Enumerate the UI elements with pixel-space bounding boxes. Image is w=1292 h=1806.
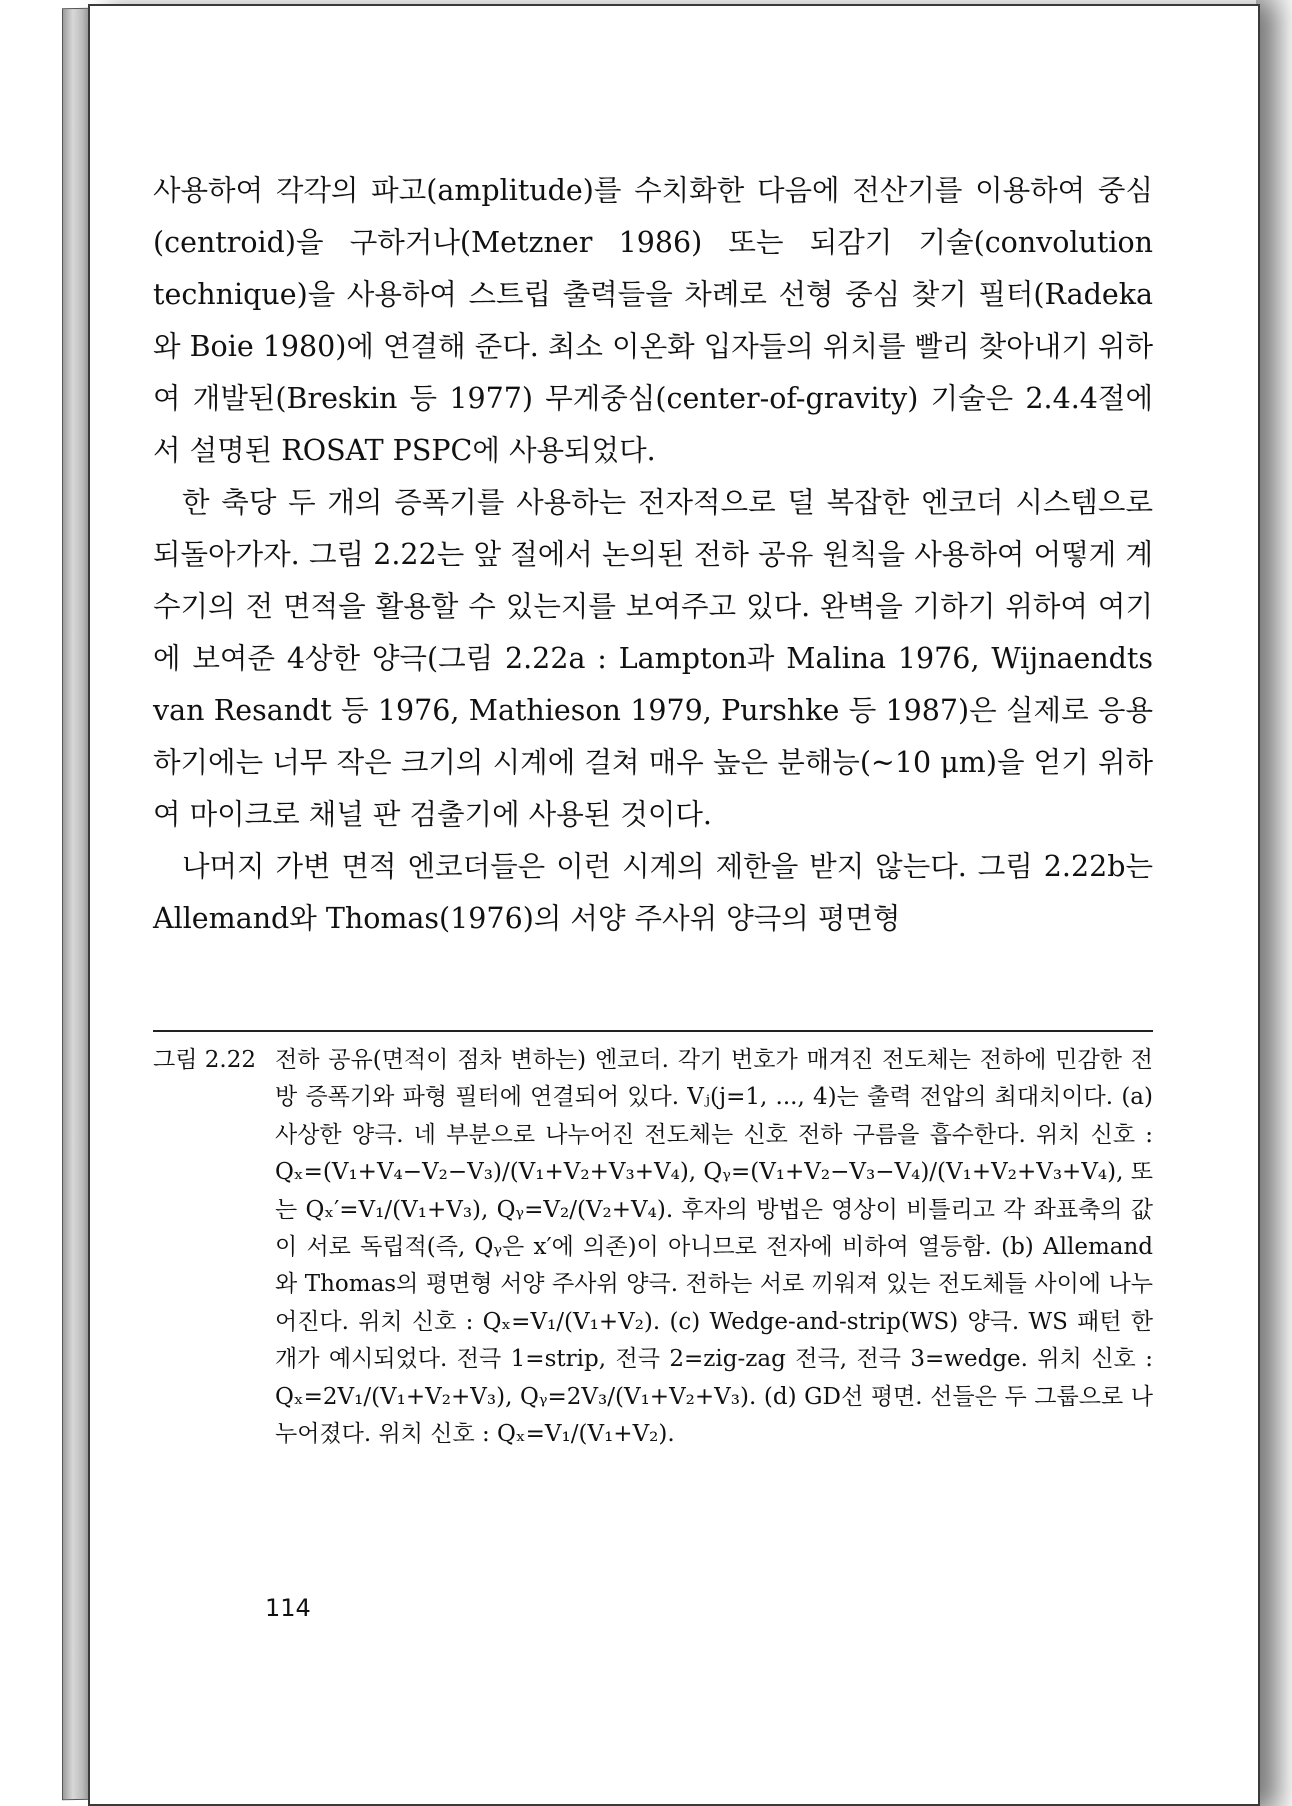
- caption-divider: [153, 1030, 1153, 1032]
- page-number: 114: [265, 1594, 311, 1622]
- page-shadow: [1256, 0, 1292, 1806]
- caption-text: 전하 공유(면적이 점차 변하는) 엔코더. 각기 번호가 매겨진 전도체는 전하에 민감한 전방 증폭기와 파형 필터에 연결되어 있다. Vⱼ(j=1, ..., 4)는 출력 전압의 최대치이다. (a) 사상한 양극. 네 부분으로 나누어진 전도체는 신호 전하 구름을 흡수한다. 위치 신호 : Qₓ=(V₁+V₄−V₂−V₃)/(V₁+V₂+V₃+V₄), Qᵧ=(V₁+V₂−V₃−V₄)/(V₁+V₂+V₃+V₄), 또는 Qₓ′=V₁/(V₁+V₃), Qᵧ=V₂/(V₂+V₄). 후자의 방법은 영상이 비틀리고 각 좌표축의 값이 서로 독립적(즉, Qᵧ은 x′에 의존)이 아니므로 전자에 비하여 열등함. (b) Allemand와 Thomas의 평면형 서양 주사위 양극. 전하는 서로 끼워져 있는 전도체들 사이에 나누어진다. 위치 신호 : Qₓ=V₁/(V₁+V₂). (c) Wedge-and-strip(WS) 양극. WS 패턴 한 개가 예시되었다. 전극 1=strip, 전극 2=zig-zag 전극, 전극 3=wedge. 위치 신호 : Qₓ=2V₁/(V₁+V₂+V₃), Qᵧ=2V₃/(V₁+V₂+V₃). (d) GD선 평면. 선들은 두 그룹으로 나누어졌다. 위치 신호 : Qₓ=V₁/(V₁+V₂).: [275, 1047, 1153, 1448]
- paragraph-1: 사용하여 각각의 파고(amplitude)를 수치화한 다음에 전산기를 이용하여 중심(centroid)을 구하거나(Metzner 1986) 또는 되감기 기술(convolution technique)을 사용하여 스트립 출력들을 차례로 선형 중심 찾기 필터(Radeka와 Boie 1980)에 연결해 준다. 최소 이온화 입자들의 위치를 빨리 찾아내기 위하여 개발된(Breskin 등 1977) 무게중심(center-of-gravity) 기술은 2.4.4절에서 설명된 ROSAT PSPC에 사용되었다.: [153, 174, 1153, 467]
- paragraph-3: 나머지 가변 면적 엔코더들은 이런 시계의 제한을 받지 않는다. 그림 2.22b는 Allemand와 Thomas(1976)의 서양 주사위 양극의 평면형: [153, 850, 1153, 935]
- body-text: [153, 165, 1153, 945]
- caption-label: 그림 2.22: [153, 1047, 256, 1073]
- paragraph-2: 한 축당 두 개의 증폭기를 사용하는 전자적으로 덜 복잡한 엔코더 시스템으로 되돌아가자. 그림 2.22는 앞 절에서 논의된 전하 공유 원칙을 사용하여 어떻게 계수기의 전 면적을 활용할 수 있는지를 보여주고 있다. 완벽을 기하기 위하여 여기에 보여준 4상한 양극(그림 2.22a : Lampton과 Malina 1976, Wijnaendts van Resandt 등 1976, Mathieson 1979, Purshke 등 1987)은 실제로 응용하기에는 너무 작은 크기의 시계에 걸쳐 매우 높은 분해능(~10 μm)을 얻기 위하여 마이크로 채널 판 검출기에 사용된 것이다.: [153, 486, 1153, 831]
